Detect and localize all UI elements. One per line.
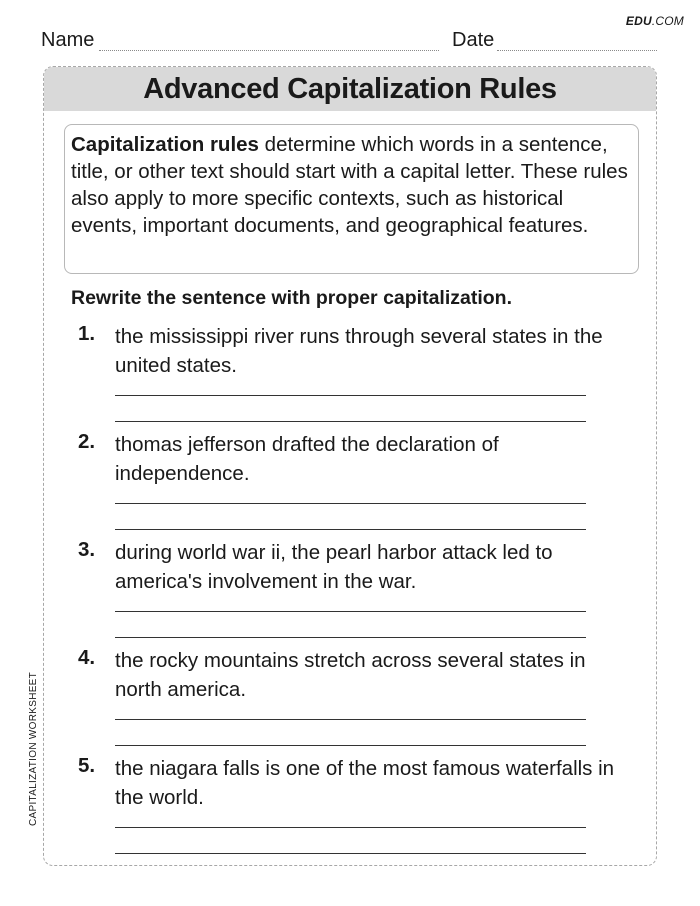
name-date-header xyxy=(41,30,657,52)
date-label: Date xyxy=(452,29,495,51)
question-number: 3. xyxy=(78,538,96,561)
question-number: 5. xyxy=(78,754,96,777)
answer-line[interactable] xyxy=(115,395,586,396)
question-text: the niagara falls is one of the most famous waterfalls in the world. xyxy=(115,757,615,809)
intro-bold: Capitalization rules xyxy=(71,133,259,156)
question-text: during world war ii, the pearl harbor attack led to america's involvement in the war. xyxy=(115,541,553,593)
intro-text: determine which words in a sentence, title, or other text should start with a capital letter. These rules also apply to more specific contexts, such as historical events, important documents, and geographical features. xyxy=(71,133,628,237)
intro-box xyxy=(64,124,639,274)
question-text: the rocky mountains stretch across several states in north america. xyxy=(115,649,586,701)
answer-line[interactable] xyxy=(115,529,586,530)
question-number: 4. xyxy=(78,646,96,669)
name-line xyxy=(99,50,439,51)
answer-line[interactable] xyxy=(115,853,586,854)
question-number: 2. xyxy=(78,430,96,453)
answer-line[interactable] xyxy=(115,719,586,720)
brand-logo-com: .COM xyxy=(651,14,684,28)
question-text: thomas jefferson drafted the declaration of independence. xyxy=(115,433,499,485)
date-line xyxy=(497,50,657,51)
answer-line[interactable] xyxy=(115,827,586,828)
worksheet-frame xyxy=(43,66,657,866)
instruction-text: Rewrite the sentence with proper capitalization. xyxy=(71,287,513,309)
question-text: the mississippi river runs through several states in the united states. xyxy=(115,325,603,377)
answer-line[interactable] xyxy=(115,421,586,422)
brand-logo-edu: EDU xyxy=(625,14,652,28)
answer-line[interactable] xyxy=(115,637,586,638)
answer-line[interactable] xyxy=(115,503,586,504)
page-title: Advanced Capitalization Rules xyxy=(44,67,656,111)
answer-line[interactable] xyxy=(115,745,586,746)
question-number: 1. xyxy=(78,322,96,345)
name-label: Name xyxy=(41,29,95,51)
brand-logo xyxy=(626,14,684,28)
answer-line[interactable] xyxy=(115,611,586,612)
side-label: CAPITALIZATION WORKSHEET xyxy=(28,671,39,826)
